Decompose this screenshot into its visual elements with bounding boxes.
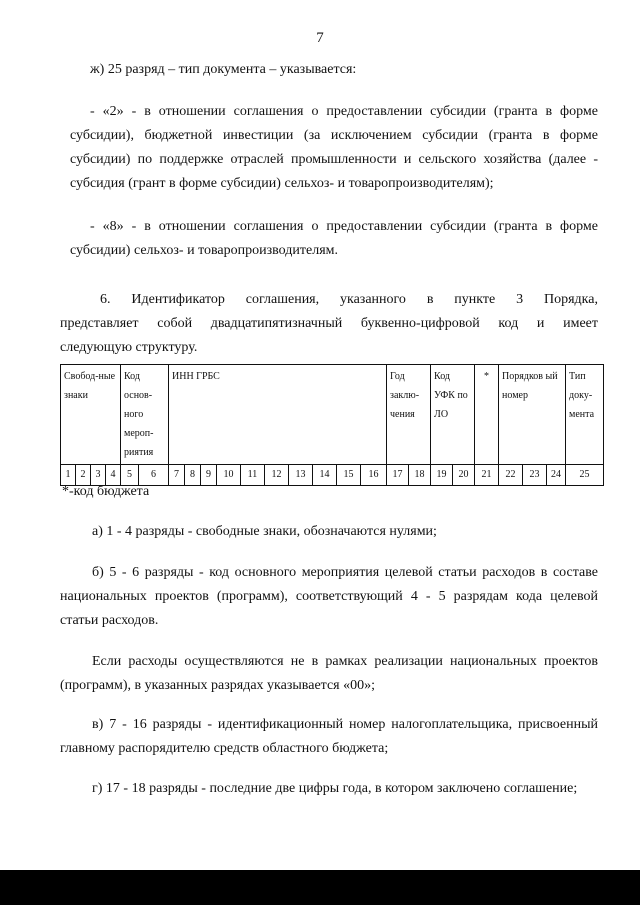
paragraph-dash-2: - «2» - в отношении соглашения о предоставлении субсидии (гранта в форме субсидии), бюджетной инвестиции (за исключением субсидии (гранта в форме субсидии) по поддержке отраслей промышленности и сельского хозяйства (далее - субсидия (грант в форме субсидии) сельхоз- и товаропроизводителям); bbox=[70, 104, 598, 191]
paragraph-zh: ж) 25 разряд – тип документа – указывается: bbox=[90, 62, 357, 77]
paragraph-b: б) 5 - 6 разряды - код основного мероприятия целевой статьи расходов в составе национальных проектов (программ), соответствующий 4 - 5 разрядам кода целевой статьи расходов. bbox=[60, 565, 598, 628]
paragraph-dash-8: - «8» - в отношении соглашения о предоставлении субсидии (гранта в форме субсидии) сельхоз- и товаропроизводителям. bbox=[70, 219, 598, 258]
header-year: Год заклю-чения bbox=[387, 365, 431, 465]
header-ufk-code: Код УФК по ЛО bbox=[431, 365, 475, 465]
digit-cell: 20 bbox=[453, 465, 475, 486]
digit-cell: 19 bbox=[431, 465, 453, 486]
table-header-row bbox=[61, 365, 604, 465]
digit-cell: 6 bbox=[139, 465, 169, 486]
digit-cell: 13 bbox=[289, 465, 313, 486]
header-document-type: Тип доку-мента bbox=[566, 365, 604, 465]
header-free-chars: Свобод-ные знаки bbox=[61, 365, 121, 465]
paragraph-v: в) 7 - 16 разряды - идентификационный номер налогоплательщика, присвоенный главному распорядителю средств областного бюджета; bbox=[60, 717, 598, 756]
paragraph-6-line-3: следующую структуру. bbox=[60, 340, 198, 355]
digit-cell: 12 bbox=[265, 465, 289, 486]
header-budget-code-asterisk: * bbox=[475, 365, 499, 465]
digit-cell: 3 bbox=[91, 465, 106, 486]
paragraph-a: а) 1 - 4 разряды - свободные знаки, обозначаются нулями; bbox=[92, 524, 437, 539]
digit-cell: 23 bbox=[523, 465, 547, 486]
digit-cell: 2 bbox=[76, 465, 91, 486]
digit-cell: 16 bbox=[361, 465, 387, 486]
digit-cell: 11 bbox=[241, 465, 265, 486]
digit-cell: 17 bbox=[387, 465, 409, 486]
page-number: 7 bbox=[316, 30, 324, 46]
digit-cell: 22 bbox=[499, 465, 523, 486]
header-inn-grbs: ИНН ГРБС bbox=[169, 365, 387, 465]
digit-cell: 5 bbox=[121, 465, 139, 486]
digit-cell: 15 bbox=[337, 465, 361, 486]
identifier-structure-table bbox=[60, 364, 604, 486]
digit-cell: 9 bbox=[201, 465, 217, 486]
digit-cell: 1 bbox=[61, 465, 76, 486]
digit-cell: 7 bbox=[169, 465, 185, 486]
scan-bottom-border bbox=[0, 870, 640, 905]
paragraph-6-line-1: 6. Идентификатор соглашения, указанного в пункте 3 Порядка, bbox=[100, 292, 598, 307]
digit-cell: 24 bbox=[547, 465, 566, 486]
digit-cell: 8 bbox=[185, 465, 201, 486]
table-digits-row bbox=[61, 465, 604, 486]
digit-cell: 21 bbox=[475, 465, 499, 486]
digit-cell: 18 bbox=[409, 465, 431, 486]
digit-cell: 4 bbox=[106, 465, 121, 486]
header-main-event-code: Код основ-ного мероп-риятия bbox=[121, 365, 169, 465]
paragraph-g: г) 17 - 18 разряды - последние две цифры года, в котором заключено соглашение; bbox=[92, 781, 578, 796]
digit-cell: 14 bbox=[313, 465, 337, 486]
paragraph-esli: Если расходы осуществляются не в рамках реализации национальных проектов (программ), в указанных разрядах указывается «00»; bbox=[60, 654, 598, 693]
footnote-budget-code: *-код бюджета bbox=[62, 484, 150, 499]
header-sequence-number: Порядков ый номер bbox=[499, 365, 566, 465]
digit-cell: 10 bbox=[217, 465, 241, 486]
digit-cell: 25 bbox=[566, 465, 604, 486]
paragraph-6-line-2: представляет собой двадцатипятизначный буквенно-цифровой код и имеет bbox=[60, 316, 598, 331]
